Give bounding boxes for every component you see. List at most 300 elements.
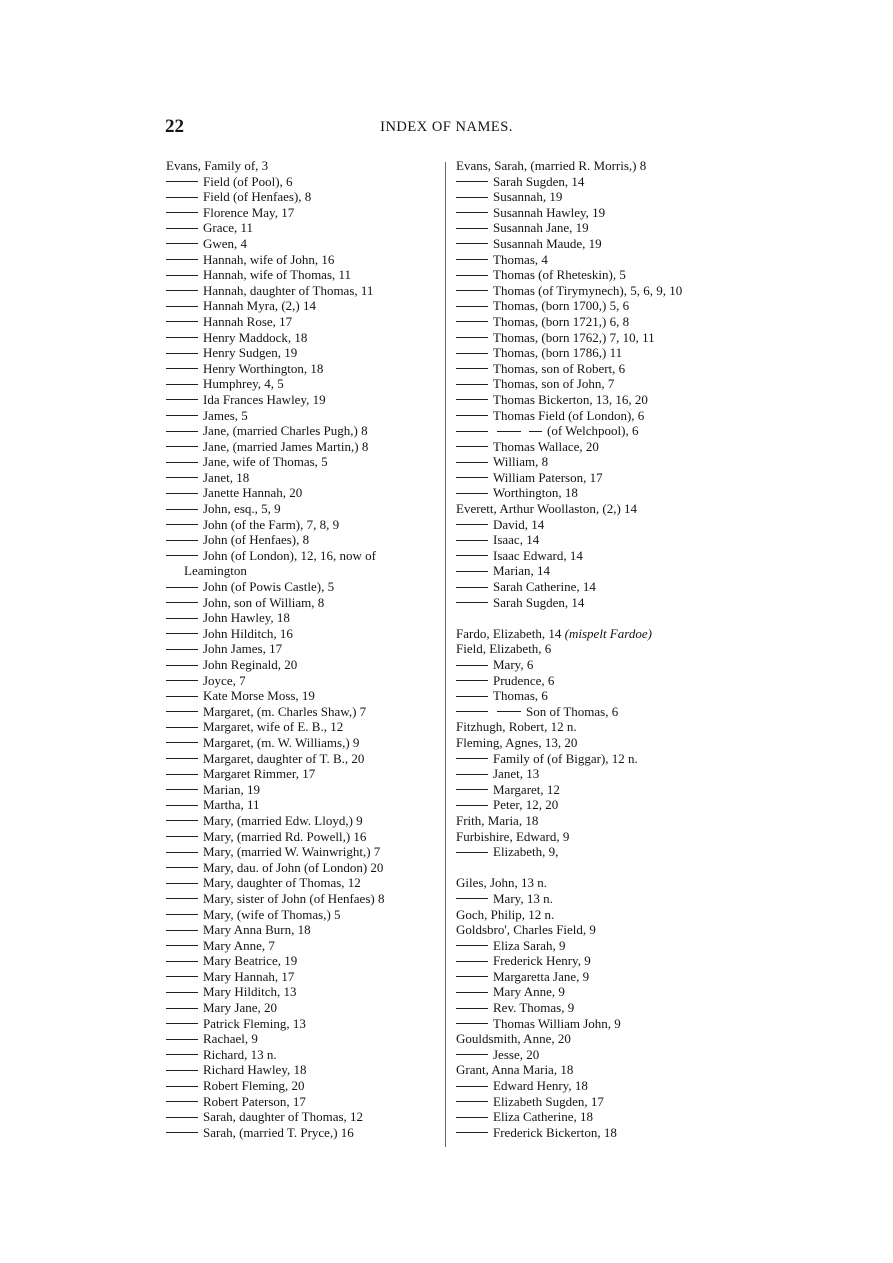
entry-text: Thomas Field (of London), 6	[493, 407, 645, 423]
ditto-dash	[166, 587, 198, 588]
entry-text: Gouldsmith, Anne, 20	[456, 1031, 571, 1047]
ditto-dash	[166, 228, 198, 229]
index-entry	[456, 829, 746, 845]
index-entry	[456, 579, 746, 595]
index-entry	[166, 517, 442, 533]
index-entry	[456, 220, 746, 236]
index-entry	[166, 704, 442, 720]
index-entry	[166, 984, 442, 1000]
entry-text: Eliza Sarah, 9	[493, 937, 566, 953]
entry-text: Fardo, Elizabeth, 14	[456, 625, 562, 641]
entry-text: Rachael, 9	[203, 1031, 258, 1047]
ditto-dash	[456, 696, 488, 697]
ditto-dash	[166, 1086, 198, 1087]
index-entry	[166, 688, 442, 704]
ditto-dash	[456, 1008, 488, 1009]
index-entry	[166, 236, 442, 252]
index-entry	[456, 704, 746, 720]
entry-text: Richard Hawley, 18	[203, 1062, 307, 1078]
ditto-dash	[166, 867, 198, 868]
index-entry	[456, 236, 746, 252]
index-entry	[166, 423, 442, 439]
entry-text: Goch, Philip, 12 n.	[456, 906, 555, 922]
ditto-dash	[166, 415, 198, 416]
index-entry	[456, 1062, 746, 1078]
ditto-dash	[166, 930, 198, 931]
index-entry	[456, 548, 746, 564]
ditto-dash	[497, 711, 521, 712]
index-entry	[456, 735, 746, 751]
index-entry	[456, 595, 746, 611]
ditto-dash	[456, 711, 488, 712]
index-entry	[166, 1047, 442, 1063]
index-entry	[456, 719, 746, 735]
entry-text: Margaret, wife of E. B., 12	[203, 719, 344, 735]
ditto-dash	[166, 1070, 198, 1071]
ditto-dash	[456, 399, 488, 400]
ditto-dash	[456, 976, 488, 977]
entry-text: Sarah Sugden, 14	[493, 173, 585, 189]
entry-text: Henry Worthington, 18	[203, 360, 324, 376]
ditto-dash	[456, 571, 488, 572]
blank-line	[456, 860, 746, 876]
entry-text: Thomas, son of Robert, 6	[493, 360, 626, 376]
index-entry	[456, 641, 746, 657]
page-title: INDEX OF NAMES.	[380, 119, 513, 135]
index-entry	[456, 766, 746, 782]
index-entry	[166, 283, 442, 299]
index-entry	[166, 361, 442, 377]
index-entry	[456, 907, 746, 923]
entry-text: Hannah, wife of Thomas, 11	[203, 267, 352, 283]
ditto-dash	[166, 462, 198, 463]
entry-text: Henry Maddock, 18	[203, 329, 308, 345]
index-entry	[456, 1016, 746, 1032]
entry-text: William, 8	[493, 454, 549, 470]
index-entry	[166, 376, 442, 392]
index-entry	[166, 907, 442, 923]
index-entry	[456, 298, 746, 314]
ditto-dash	[166, 711, 198, 712]
entry-text: Frederick Henry, 9	[493, 953, 591, 969]
index-entry	[456, 158, 746, 174]
ditto-dash	[456, 290, 488, 291]
ditto-dash	[456, 337, 488, 338]
ditto-dash	[166, 353, 198, 354]
entry-text: Mary, sister of John (of Henfaes) 8	[203, 890, 385, 906]
entry-text: John (of the Farm), 7, 8, 9	[203, 516, 340, 532]
index-entry	[456, 283, 746, 299]
ditto-dash	[166, 275, 198, 276]
index-entry	[456, 891, 746, 907]
index-entry	[456, 1000, 746, 1016]
ditto-dash	[166, 290, 198, 291]
ditto-dash	[456, 805, 488, 806]
entry-text: John (of Powis Castle), 5	[203, 579, 335, 595]
ditto-dash	[166, 727, 198, 728]
entry-text: Jane, wife of Thomas, 5	[203, 454, 328, 470]
entry-text: Elizabeth, 9,	[493, 844, 559, 860]
index-entry	[456, 688, 746, 704]
ditto-dash	[456, 212, 488, 213]
index-entry	[166, 174, 442, 190]
entry-text: Sarah Sugden, 14	[493, 594, 585, 610]
ditto-dash	[166, 181, 198, 182]
entry-text: Furbishire, Edward, 9	[456, 828, 570, 844]
entry-text: Thomas (of Tirymynech), 5, 6, 9, 10	[493, 282, 683, 298]
index-entry	[456, 439, 746, 455]
entry-text: Jesse, 20	[493, 1046, 540, 1062]
ditto-dash	[456, 306, 488, 307]
index-entry	[166, 641, 442, 657]
column-divider	[445, 162, 446, 1147]
ditto-dash	[166, 696, 198, 697]
entry-text: Thomas, son of John, 7	[493, 376, 615, 392]
index-entry	[166, 922, 442, 938]
index-entry	[166, 485, 442, 501]
entry-text: Hannah, daughter of Thomas, 11	[203, 282, 374, 298]
ditto-dash	[456, 555, 488, 556]
ditto-dash	[166, 1101, 198, 1102]
entry-text: Eliza Catherine, 18	[493, 1109, 593, 1125]
entry-text: Susannah Jane, 19	[493, 220, 589, 236]
entry-text: Sarah, daughter of Thomas, 12	[203, 1109, 364, 1125]
entry-text: Thomas Bickerton, 13, 16, 20	[493, 391, 648, 407]
index-entry	[166, 751, 442, 767]
index-entry	[456, 485, 746, 501]
page-number: 22	[165, 116, 184, 137]
ditto-dash	[456, 446, 488, 447]
ditto-dash	[166, 992, 198, 993]
index-entry	[456, 1031, 746, 1047]
index-entry	[456, 969, 746, 985]
entry-text: Thomas, (born 1786,) 11	[493, 345, 623, 361]
ditto-dash	[166, 540, 198, 541]
index-entry	[456, 563, 746, 579]
ditto-dash	[456, 1101, 488, 1102]
entry-text: Grant, Anna Maria, 18	[456, 1062, 574, 1078]
ditto-dash	[456, 368, 488, 369]
ditto-dash	[166, 555, 198, 556]
index-entry	[166, 766, 442, 782]
entry-text: Mary Jane, 20	[203, 1000, 278, 1016]
index-entry	[166, 579, 442, 595]
entry-text: Susannah Maude, 19	[493, 235, 602, 251]
entry-text: Mary Anne, 9	[493, 984, 565, 1000]
entry-text: Margaret, 12	[493, 781, 560, 797]
entry-text: Mary Anna Burn, 18	[203, 922, 311, 938]
index-entry	[456, 252, 746, 268]
ditto-dash	[166, 758, 198, 759]
entry-text: Ida Frances Hawley, 19	[203, 391, 326, 407]
ditto-dash	[166, 649, 198, 650]
index-entry	[166, 252, 442, 268]
ditto-dash	[456, 961, 488, 962]
index-entry	[456, 330, 746, 346]
index-entry	[456, 314, 746, 330]
entry-text: Elizabeth Sugden, 17	[493, 1093, 604, 1109]
ditto-dash	[456, 540, 488, 541]
ditto-dash	[166, 524, 198, 525]
entry-text: Worthington, 18	[493, 485, 578, 501]
entry-text: Mary Beatrice, 19	[203, 953, 298, 969]
entry-text: Janet, 13	[493, 766, 540, 782]
ditto-dash	[166, 1039, 198, 1040]
ditto-dash	[456, 353, 488, 354]
ditto-dash	[166, 789, 198, 790]
index-entry	[166, 610, 442, 626]
entry-text: Goldsbro', Charles Field, 9	[456, 922, 596, 938]
entry-text: Prudence, 6	[493, 672, 555, 688]
index-entry	[166, 938, 442, 954]
entry-text: Thomas, (born 1721,) 6, 8	[493, 313, 630, 329]
ditto-dash	[166, 509, 198, 510]
index-entry	[166, 345, 442, 361]
entry-text: Field (of Pool), 6	[203, 173, 293, 189]
ditto-dash	[456, 1054, 488, 1055]
index-entry	[456, 345, 746, 361]
entry-text: Humphrey, 4, 5	[203, 376, 284, 392]
ditto-dash	[456, 852, 488, 853]
ditto-dash	[456, 384, 488, 385]
entry-text: Margaret, (m. W. Williams,) 9	[203, 734, 360, 750]
ditto-dash	[456, 774, 488, 775]
entry-text: John Hawley, 18	[203, 610, 290, 626]
ditto-dash	[166, 1132, 198, 1133]
entry-text: Janette Hannah, 20	[203, 485, 303, 501]
ditto-dash	[166, 259, 198, 260]
index-entry	[456, 470, 746, 486]
index-entry	[456, 1094, 746, 1110]
ditto-dash	[166, 742, 198, 743]
ditto-dash	[166, 1054, 198, 1055]
index-entry	[456, 953, 746, 969]
index-entry	[456, 174, 746, 190]
ditto-dash	[166, 243, 198, 244]
ditto-dash	[166, 306, 198, 307]
index-entry	[166, 1062, 442, 1078]
ditto-dash	[456, 1132, 488, 1133]
index-entry	[456, 984, 746, 1000]
entry-text: John (of Henfaes), 8	[203, 532, 310, 548]
index-entry	[166, 782, 442, 798]
ditto-dash	[166, 852, 198, 853]
ditto-dash	[456, 493, 488, 494]
ditto-dash	[456, 587, 488, 588]
entry-text: John Reginald, 20	[203, 657, 298, 672]
entry-text: Thomas, (born 1762,) 7, 10, 11	[493, 329, 655, 345]
index-entry	[166, 1109, 442, 1125]
index-entry	[166, 267, 442, 283]
ditto-dash	[529, 431, 542, 432]
index-entry	[166, 189, 442, 205]
index-entry	[166, 875, 442, 891]
ditto-dash	[456, 898, 488, 899]
ditto-dash	[456, 477, 488, 478]
entry-text: Fleming, Agnes, 13, 20	[456, 734, 578, 750]
ditto-dash	[166, 883, 198, 884]
ditto-dash	[456, 602, 488, 603]
entry-text: Mary, (married W. Wainwright,) 7	[203, 844, 381, 860]
ditto-dash	[456, 275, 488, 276]
index-entry	[456, 657, 746, 673]
ditto-dash	[166, 805, 198, 806]
entry-note: (mispelt Fardoe)	[561, 625, 652, 641]
entry-text: Thomas, 4	[493, 251, 548, 267]
index-entry	[456, 361, 746, 377]
entry-text: Edward Henry, 18	[493, 1078, 588, 1094]
entry-text: Mary, 6	[493, 657, 534, 672]
entry-text: Hannah Rose, 17	[203, 313, 293, 329]
index-entry	[456, 922, 746, 938]
index-entry	[166, 314, 442, 330]
entry-text: Thomas Wallace, 20	[493, 438, 599, 454]
index-entry	[166, 470, 442, 486]
index-entry	[166, 548, 442, 579]
index-entry	[166, 891, 442, 907]
ditto-dash	[166, 446, 198, 447]
entry-text: Isaac, 14	[493, 532, 540, 548]
index-entry	[456, 392, 746, 408]
entry-text: John, esq., 5, 9	[203, 501, 281, 517]
ditto-dash	[166, 680, 198, 681]
ditto-dash	[456, 524, 488, 525]
index-entry	[166, 1031, 442, 1047]
ditto-dash	[456, 415, 488, 416]
ditto-dash	[166, 898, 198, 899]
ditto-dash	[456, 321, 488, 322]
entry-text: Frederick Bickerton, 18	[493, 1124, 617, 1140]
entry-text: Thomas, 6	[493, 688, 548, 704]
entry-text: Family of (of Biggar), 12 n.	[493, 750, 638, 766]
ditto-dash	[166, 914, 198, 915]
entry-text: Giles, John, 13 n.	[456, 875, 547, 891]
index-entry	[166, 330, 442, 346]
entry-text: Mary Anne, 7	[203, 937, 275, 953]
ditto-dash	[166, 431, 198, 432]
entry-text: Sarah, (married T. Pryce,) 16	[203, 1124, 354, 1140]
index-entry	[166, 158, 442, 174]
ditto-dash	[456, 680, 488, 681]
ditto-dash	[456, 181, 488, 182]
ditto-dash	[456, 992, 488, 993]
index-entry	[166, 454, 442, 470]
index-entry	[166, 735, 442, 751]
entry-text: Peter, 12, 20	[493, 797, 559, 813]
entry-text: David, 14	[493, 516, 545, 532]
index-entry	[456, 205, 746, 221]
index-entry	[166, 657, 442, 673]
entry-text: Field, Elizabeth, 6	[456, 641, 552, 657]
entry-text: Marian, 14	[493, 563, 551, 579]
entry-text: Susannah Hawley, 19	[493, 204, 606, 220]
index-entry	[456, 517, 746, 533]
entry-text: Mary, (married Rd. Powell,) 16	[203, 828, 367, 844]
ditto-dash	[456, 259, 488, 260]
index-entry	[166, 969, 442, 985]
index-entry	[166, 408, 442, 424]
ditto-dash	[456, 228, 488, 229]
entry-text: Margaret, daughter of T. B., 20	[203, 750, 365, 766]
entry-text: Mary, daughter of Thomas, 12	[203, 875, 361, 891]
index-entry	[456, 408, 746, 424]
ditto-dash	[166, 197, 198, 198]
entry-text: Thomas William John, 9	[493, 1015, 621, 1031]
index-entry	[166, 205, 442, 221]
index-entry	[166, 439, 442, 455]
index-entry	[166, 1125, 442, 1141]
ditto-dash	[166, 836, 198, 837]
entry-text: Mary, 13 n.	[493, 890, 553, 906]
index-entry	[166, 1000, 442, 1016]
index-column-left	[166, 158, 442, 1140]
index-entry	[456, 454, 746, 470]
entry-text: Robert Fleming, 20	[203, 1078, 305, 1094]
ditto-dash	[166, 212, 198, 213]
index-entry	[456, 782, 746, 798]
index-entry	[166, 673, 442, 689]
ditto-dash	[166, 665, 198, 666]
index-entry	[456, 813, 746, 829]
index-entry	[456, 1047, 746, 1063]
ditto-dash	[166, 820, 198, 821]
entry-text: Mary Hannah, 17	[203, 968, 295, 984]
index-entry	[166, 829, 442, 845]
entry-text: Susannah, 19	[493, 189, 563, 205]
blank-line	[456, 610, 746, 626]
index-entry	[456, 1078, 746, 1094]
entry-text: William Paterson, 17	[493, 469, 603, 485]
ditto-dash	[456, 1023, 488, 1024]
index-entry	[456, 673, 746, 689]
ditto-dash	[166, 633, 198, 634]
index-entry	[166, 860, 442, 876]
ditto-dash	[456, 945, 488, 946]
entry-text: Thomas, (born 1700,) 5, 6	[493, 298, 630, 314]
entry-text: Son of Thomas, 6	[526, 703, 619, 719]
index-entry	[166, 797, 442, 813]
entry-text: Evans, Sarah, (married R. Morris,) 8	[456, 158, 647, 173]
entry-text: Hannah, wife of John, 16	[203, 251, 335, 267]
index-entry	[456, 797, 746, 813]
ditto-dash	[166, 384, 198, 385]
entry-text: Jane, (married James Martin,) 8	[203, 438, 369, 454]
entry-text: Patrick Fleming, 13	[203, 1015, 306, 1031]
index-entry	[166, 1078, 442, 1094]
ditto-dash	[166, 976, 198, 977]
ditto-dash	[166, 945, 198, 946]
ditto-dash	[166, 399, 198, 400]
ditto-dash	[456, 1086, 488, 1087]
entry-text: Joyce, 7	[203, 672, 246, 688]
entry-text: Gwen, 4	[203, 235, 248, 251]
index-entry	[166, 813, 442, 829]
index-entry	[456, 267, 746, 283]
index-entry	[166, 844, 442, 860]
entry-text: Richard, 13 n.	[203, 1046, 277, 1062]
entry-text: Jane, (married Charles Pugh,) 8	[203, 423, 368, 439]
ditto-dash	[166, 618, 198, 619]
entry-text: Mary, (married Edw. Lloyd,) 9	[203, 812, 363, 828]
index-entry	[166, 953, 442, 969]
entry-text: Mary, dau. of John (of London) 20	[203, 859, 384, 875]
index-entry	[456, 1125, 746, 1141]
entry-text: Everett, Arthur Woollaston, (2,) 14	[456, 501, 638, 517]
entry-text: Margaretta Jane, 9	[493, 968, 590, 984]
entry-text: Kate Morse Moss, 19	[203, 688, 315, 704]
ditto-dash	[456, 431, 488, 432]
index-entry	[166, 1094, 442, 1110]
